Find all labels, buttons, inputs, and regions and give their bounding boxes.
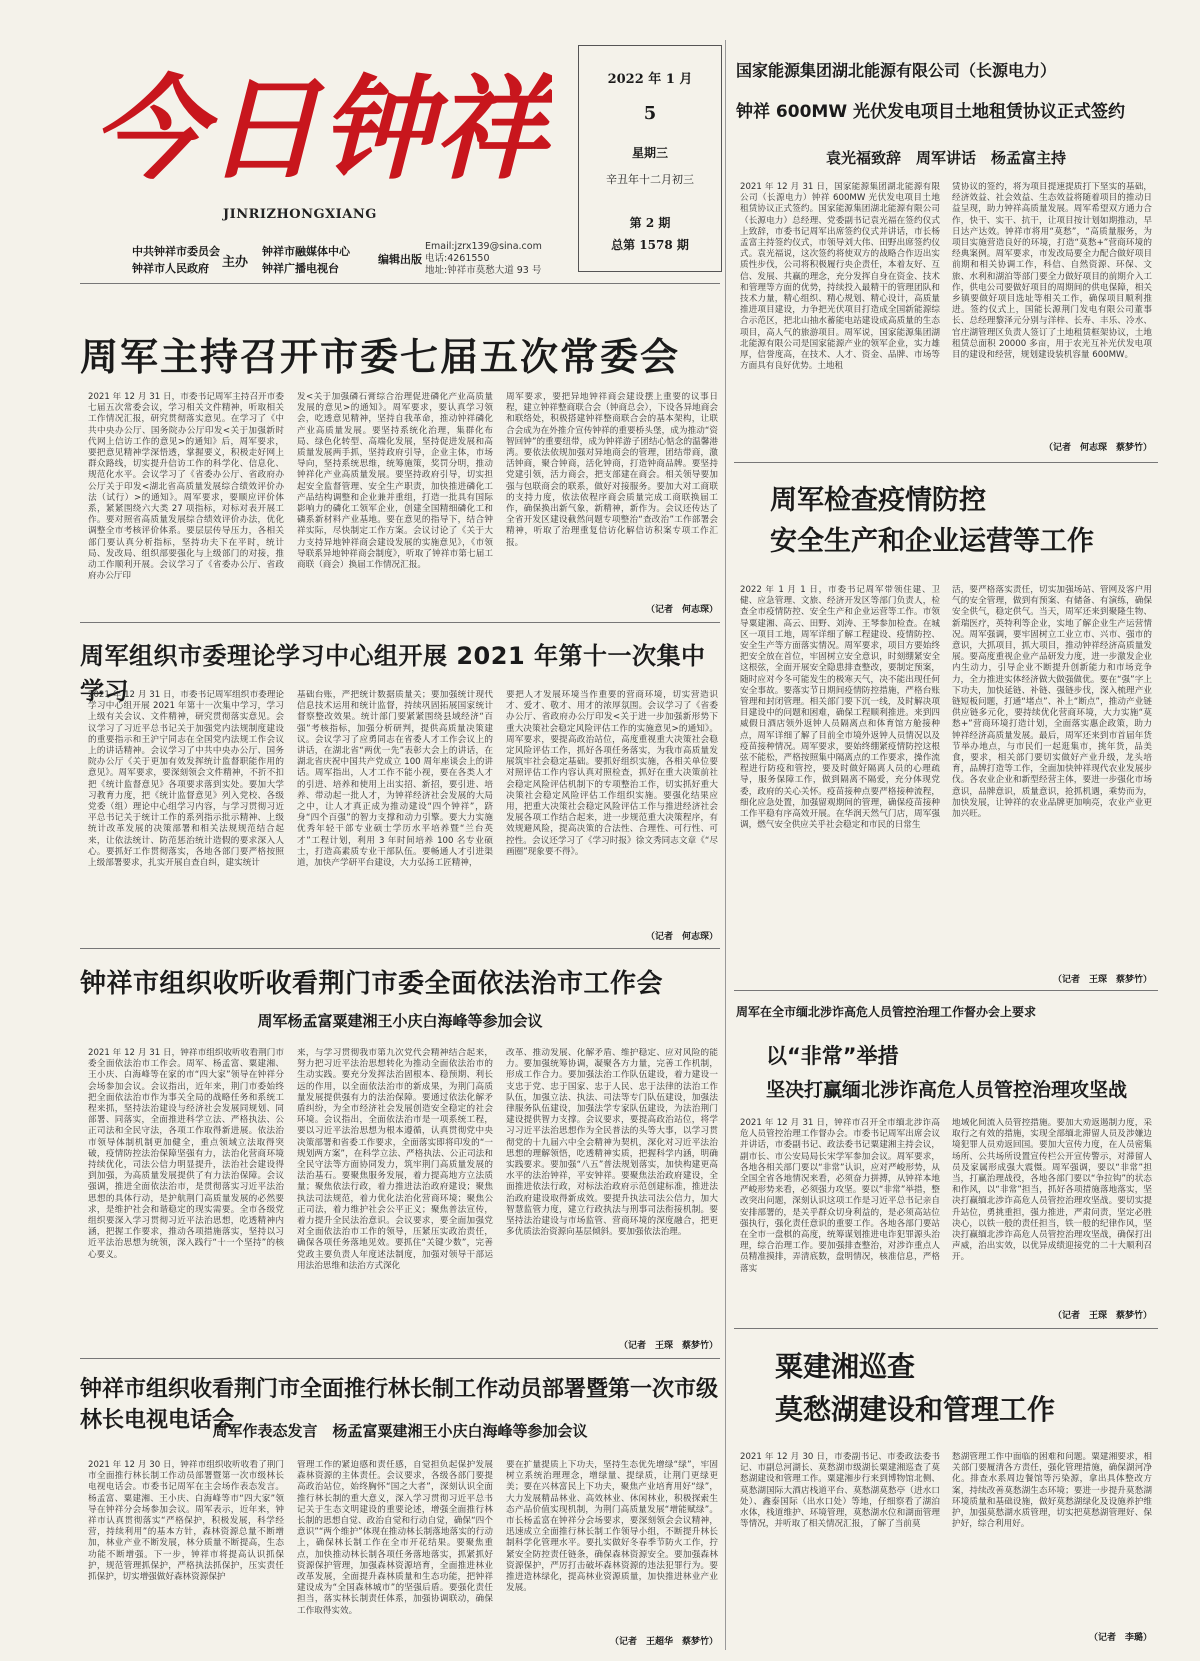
article-2-headline: 周军组织市委理论学习中心组开展 2021 年第十一次集中学习 [80, 642, 706, 705]
article-1-credit: （记者 何志琛） [645, 605, 718, 615]
issue-weekday: 星期三 [631, 146, 668, 160]
right-3-col-1: 2021 年 12 月 31 日，钟祥市召开全市缅北涉诈高危人员管控治理工作督办会。市委书记周军出席会议并讲话，市委副书记、政法委书记粟建湘主持会议，副市长、市公安局局长宋学军参加会议。周军要求，各地各相关部门要以“非常”认识，应对严峻形势，从全国全省各地情况来看，必须奋力拼搏，从钟祥本地严峻形势来看，必须强力攻坚。要以“非常”举措，整改突出问题，深刻认识这项工作是习近平总书记亲自安排部署的，是关乎群众切身利益的，是必须高站位强执行，强化责任意识的重要工作。各地各部门要站在全市一盘棋的高度，统筹谋划推进电诈犯罪源头治理，综合治理工作。要加强排查整治，对涉诈重点人员精准摸排，弄清底数，盘明情况，核准信息，严格落实 [740, 1118, 940, 1274]
issue-number: 第 2 期 [629, 216, 671, 230]
issue-year-month: 2022 年 1 月 [607, 72, 693, 87]
right-3-credit: （记者 王琛 蔡梦竹） [1052, 1311, 1152, 1321]
issue-total-number: 总第 1578 期 [611, 238, 689, 252]
right-1-col-1: 2021 年 12 月 31 日，国家能源集团湖北能源有限公司（长源电力）钟祥 600MW 光伏发电项目土地租赁协议正式签约。国家能源集团湖北能源有限公司（长源电力）总经理、党委副书记袁光福在签约仪式上致辞，市委书记周军出席签约仪式并讲话，市长杨孟富主持签约仪式，市领导刘大伟、田野出席签约仪式。袁光福说，这次签约将使双方的战略合作迈出实质性步伐，公司将积极履行央企责任，本着友好、互信、发展、共赢的理念，充分发挥自身在资金、技术和管理等方面的优势，持续投入最精干的管理团队和技术力量，精心组织、精心规划、精心设计，高质量推进项目建设，力争把光伏项目打造成全国新能源综合示范区，把北山抽水蓄能电站建设成高质量的生态项目，高人气的旅游项目。周军说，国家能源集团湖北能源有限公司是国家能源产业的领军企业，实力雄厚，信誉度高，在技术、人才、资金、品牌、市场等方面具有良好优势。土地租 [740, 182, 940, 372]
right-4-headline-line-1: 粟建湘巡查 [775, 1350, 916, 1383]
article-4-col-1: 2021 年 12 月 30 日，钟祥市组织收听收看了荆门市全面推行林长制工作动员部署暨第一次市级林长电视电话会。市委书记周军在主会场作表态发言。杨孟富、粟建湘、王小庆、白海峰等市“四大家”领导在钟祥分会场参加会议。周军表示，近年来，钟祥市认真贯彻落实“严格保护，积极发展，科学经营，持续利用”的基本方针，森林资源总量不断增加，林业产业不断发展，林分质量不断提高，生态功能不断增强。下一步，钟祥市将提高认识抓保护，规范管理抓保护，严格执法抓保护，压实责任抓保护，切实增强做好森林资源保护 [88, 1460, 284, 1583]
article-4-headline: 钟祥市组织收看荆门市全面推行林长制工作动员部署暨第一次市级林长电视电话会 [80, 1377, 719, 1433]
right-1-rule [734, 462, 1158, 463]
article-3-credit: （记者 王琛 蔡梦竹） [618, 1341, 718, 1351]
right-1-subtitle: 袁光福致辞 周军讲话 杨孟富主持 [825, 149, 1066, 167]
contact-info [425, 241, 542, 277]
masthead-logo [92, 50, 552, 190]
article-2-col-3: 要把人才发展环境当作重要的营商环境，切实营造识才、爱才、敬才、用才的浓厚氛围。会议学习了《省委办公厅、省政府办公厅印发<关于进一步加强新形势下重大决策社会稳定风险评估工作的实施意见>的通知》。周军要求，要提高政治站位，高度重视重大决策社会稳定风险评估工作，抓好各项任务落实，为我市高质量发展筑牢社会稳定基础。要抓好组织实施，各相关单位要对照评估工作内容认真对照检查，抓好在重大决策前社会稳定风险评估机制下的专项整治工作，切实抓好重大决策社会稳定风险评估工作组织实施。要强化结果应用，把重大决策社会稳定风险评估工作与推进经济社会发展各项工作结合起来，进一步规范重大决策程序，有效规避风险，提高决策的合法性、合理性、可行性、可控性。会议还学习了《学习时报》徐文秀同志文章《“尽画圈”现象要不得》。 [506, 690, 718, 857]
right-1-headline-line-1: 国家能源集团湖北能源有限公司（长源电力） [736, 61, 1057, 80]
right-3-col-2: 地域化间流入员管控措施。要加大劝返遏制力度，采取行之有效的措施，实现全部缅北滞留人员及涉嫌边境犯罪人员劝返回国。要加大宣传力度，在人员密集场所、公共场所设置宣传栏公开宣传警示，对滞留人员及家属形成强大震慑。周军强调，要以“非常”担当，打赢治理战役，各地各部门要以“争拉钩”的状态和作风，以“非常”担当，抓好各项措施落地落实，坚决打赢缅北涉诈高危人员管控治理攻坚战。要切实提升站位，勇挑重担，强力推进，严肃问责，坚定必胜决心，以铁一般的责任担当，铁一般的纪律作风，坚决打赢缅北涉诈高危人员管控治理攻坚战，确保打出声威，治出实效，以优异成绩迎接党的二十大顺利召开。 [952, 1118, 1152, 1263]
article-1-headline: 周军主持召开市委七届五次常委会 [80, 335, 681, 379]
issue-info-box [578, 45, 722, 272]
right-4-col-1: 2021 年 12 月 30 日，市委副书记、市委政法委书记、市副总河湖长、莫愁湖市级湖长粟建湘巡查了莫愁湖建设和管理工作。粟建湘步行来到博物馆北侧、莫愁湖国际大酒店栈道平台、莫愁湖莫愁亭（进水口处）、鑫泰国际（出水口处）等地，仔细察看了湖泊水体，栈道维护、环境管理，莫愁湖水位和湖面管理等情况，并听取了相关情况汇报，了解了当前莫 [740, 1452, 940, 1530]
right-2-credit: （记者 王琛 蔡梦竹） [1052, 975, 1152, 985]
column-divider [725, 40, 726, 1650]
right-1-col-2: 赁协议的签约，将为项目提速提质打下坚实的基础，经济效益、社会效益、生态效益将随着项目的推动日益呈现，助力钟祥高质量发展。周军希望双方通力合作，快干、实干、抗干，让项目按计划如期推动，早日达产达效。钟祥市将用“莫愁”，“高质量服务，为项目实施营造良好的环境，打造“莫愁+”营商环境的经典案例。周军要求，市发改局要全力配合做好项目前期和相关协调工作，科信、自然资源、环保、文旅、水利和湖泊等部门要全力做好项目的前期介入工作，供电公司要做好项目的周期间的供电保障，相关乡镇要做好项目选址等相关工作，确保项目顺利推进。签约仪式上，国能长源荆门发电有限公司董事长、总经理黎泽元分别与洋梓、长寿、丰乐、冷水、官庄湖管理区负责人签订了土地租赁框架协议，土地租赁总面积 20000 多亩，用于农光互补光伏发电项目的建设和经营，规划建设装机容量 600MW。 [952, 182, 1152, 361]
right-1-credit: （记者 何志琛 蔡梦竹） [1043, 443, 1152, 453]
right-4-headline-line-2: 莫愁湖建设和管理工作 [775, 1393, 1056, 1426]
right-1-headline-line-2: 钟祥 600MW 光伏发电项目土地租赁协议正式签约 [736, 102, 1125, 122]
right-3-headline-line-1: 以“非常”举措 [766, 1044, 899, 1068]
article-2-rule [80, 948, 720, 949]
article-1-col-2: 发<关于加强磷石膏综合治理促进磷化产业高质量发展的意见>的通知》。周军要求，要认真学习领会，吃透意见精神，坚持自我革命，推动钟祥磷化产业高质量发展。要坚持系统化治理，集群化布局、绿色化转型、高端化发展，坚持促进发展和高质量发展两手抓，坚持政府引导，企业主体，市场导向，坚持系统思维，统筹施策，奖罚分明，推动钟祥化产业高质量发展。要坚持政府引导，切实担起安全监督管理、安全生产职责，加快推进磷化工产品结构调整和企业兼并重组，打造一批具有国际影响力的磷化工领军企业，创建全国精细磷化工和磷系新材料产业基地。要在意见的指导下，结合钟祥实际，尽快制定工作方案。会议讨论了《关于大力支持异地钟祥商会建设发展的实施意见》，《市领导联系异地钟祥商会制度》，听取了钟祥市第七届工商联（商会）换届工作情况汇报。 [297, 392, 493, 571]
article-2-credit: （记者 何志琛） [645, 932, 718, 942]
contact-email: Email:jzrx139@sina.com [425, 241, 542, 252]
article-4-credit: （记者 王超华 蔡梦竹） [609, 1637, 718, 1647]
issue-lunar: 辛丑年十二月初三 [606, 173, 694, 186]
article-3-headline: 钟祥市组织收听收看荆门市委全面依法治市工作会 [80, 969, 664, 999]
sponsor-group-1 [132, 243, 220, 277]
article-3-col-1: 2021 年 12 月 31 日，钟祥市组织收听收看荆门市委全面依法治市工作会。周军、杨孟富、粟建湘、王小庆、白海峰等在家的市“四大家”领导在钟祥分会场参加会议。会议指出，近年来，荆门市委始终把全面依法治市作为事关全局的战略任务和系统工程来抓，坚持法治建设与经济社会发展同规划、同部署、同落实，全面推进科学立法、严格执法、公正司法和全民守法，各项工作取得新进展。依法治市领导体制机制更加健全，重点领域立法取得突破，疫情防控法治保障坚强有力，法治化营商环境持续优化，司法公信力明显提升，法治社会建设得到加强，为高质量发展提供了有力法治保障。会议强调，推进全面依法治市，是贯彻落实习近平法治思想的具体行动，是护航荆门高质量发展的必然要求，是维护社会和谐稳定的现实需要。全市各级党组织要深入学习贯彻习近平法治思想，吃透精神内涵，把握工作要求，推动各项措施落实，坚持以习近平法治思想为统领，深入践行“十一个坚持”的核心要义。 [88, 1048, 284, 1260]
article-3-col-3: 改革、推动发展、化解矛盾、维护稳定、应对风险的能力。要加强统筹协调，凝聚各方力量，完善工作机制，形成工作合力。要加强法治工作队伍建设，着力建设一支忠于党、忠于国家、忠于人民、忠于法律的法治工作队伍，加强立法、执法、司法等专门队伍建设，加强法律服务队伍建设，加强法学专家队伍建设，为法治荆门建设提供智力支撑。会议要求，要提高政治站位，将学习习近平法治思想作为全民普法的头等大事，以学习贯彻党的十九届六中全会精神为契机，深化对习近平法治思想的理解领悟，吃透精神实质，把握科学内涵，明确实践要求。要加强“八五”普法规划落实，加快构建更高水平的法治钟祥，平安钟祥。要聚焦法治政府建设，全面推进依法行政，对标法治政府示范创建标准，推进法治政府建设取得新成效。要提升执法司法公信力，加大智慧监管力度，建立行政执法与刑事司法衔接机制。要坚持法治建设与市场监管、营商环境的深度融合，把更多优质法治资源向基层倾斜。要加强依法治理。 [506, 1048, 718, 1238]
sponsor-1-line-1: 中共钟祥市委员会 [132, 245, 220, 258]
article-2-col-2: 基础台账，严把统计数据质量关；要加强统计现代信息技术运用和统计监督，持续巩固拓展国家统计督察整改效果。统计部门要紧紧围绕县域经济“百强”考核指标，加强分析研判，提供高质量决策建议。会议学习了应勇同志在省委人才工作会议上的讲话，在湖北省“两优一先”表彰大会上的讲话，在湖北省庆祝中国共产党成立 100 周年座谈会上的讲话。周军指出，人才工作不能小视，要在各类人才的引进、培养和使用上出实招、新招，要引进、培养、带动起一批人才，为钟祥经济社会发展的大局之中，让人才真正成为推动建设“四个钟祥”，跻身“四个百强”的智力支撑和动力引擎。要大力实施优秀年轻干部专业硕士学历水平培养暨“兰台英才”工程计划，利用 3 年时间培养 100 名专业硕士，打造高素质专业干部队伍。要畅通人才引进渠道，加快产学研平台建设，大力弘扬工匠精神， [297, 690, 493, 869]
zhuban-label: 主办 [222, 255, 249, 270]
article-3-rule [80, 1358, 720, 1359]
contact-address: 地址:钟祥市莫愁大道 93 号 [425, 265, 542, 276]
sponsor-1-line-2: 钟祥市人民政府 [132, 262, 209, 275]
right-4-credit: （记者 李璐） [1088, 1633, 1152, 1643]
article-1-rule [80, 622, 720, 623]
right-2-col-1: 2022 年 1 月 1 日，市委书记周军带领住建、卫健、应急管理、文旅、经济开发区等部门负责人，检查全市疫情防控、安全生产和企业运营等工作。市领导粟建湘、高云、田野、刘涛、王琴参加检查。在城区一项目工地，周军详细了解工程建设、疫情防控、安全生产等方面落实情况。周军要求，项目方要始终把安全放在首位，牢固树立安全意识，时刻绷紧安全这根弦，全面开展安全隐患排查整改，要制定预案，随时应对今冬可能发生的极寒天气，决不能出现任何安全事故。要落实节日期间疫情防控措施，严格台账管理和封闭管理。相关部门要下沉一线，及时解决项目建设中的问题和困难，确保工程顺利推进。来到四威假日酒店领外返钟人员隔离点和体育馆方舱接种点，周军详细了解了目前全市境外返钟人员情况以及疫苗接种情况。周军要求，要始终绷紧疫情防控这根弦不能松，严格按照集中隔离点的工作要求，操作流程进行防疫和管控，要及时做好隔离人员的心理疏导，服务保障工作，做到隔离不隔爱，充分体现党委，政府的关心关怀。疫苗接种点要严格接种流程，细化应急处置，加强留观期间的管理，确保疫苗接种工作平稳有序高效开展。在华润天然气门店，周军强调，燃气安全供应关乎社会稳定和市民的日常生 [740, 585, 940, 831]
right-4-col-2: 愁湖管理工作中面临的困难和问题。粟建湘要求，相关部门要履清各方责任，强化管理措施，确保湖河净化。排查水系周边餐馆等污染源，拿出具体整改方案，持续改善莫愁湖生态环境；要进一步提升莫愁湖环境质量和基础设施，做好莫愁湖绿化及设施养护维护，加强莫愁湖水质管理，切实把莫愁湖管理好、保护好，综合利用好。 [952, 1452, 1152, 1530]
right-3-kicker: 周军在全市缅北涉诈高危人员管控治理工作督办会上要求 [736, 1005, 1037, 1019]
issue-day: 5 [643, 103, 657, 124]
article-1-col-3: 周军要求，要把异地钟祥商会建设摆上重要的议事日程，建立钟祥整商联合会（钟商总会），下设各异地商会和联络处，积极搭建钟祥整商联合会的基本架构，让联合会成为在外推介宣传钟祥的重要桥头堡，成为推动“资智回钟”的重要纽带，成为钟祥游子团结心惦念的温馨港湾。要依法依规加强对异地商会的管理，团结带商，激活钟商，聚合钟商，活化钟商，打造钟商品牌。要坚持党建引领，活力商会，把支部建在商会。相关领导要加强与包联商会的联系，做好对接服务。要加大对工商联的支持力度，依法依程序商会质量完成工商联换届工作，确保换出新气象，新精神，新作为。会议还传达了全省开发区建设截然问题专项整治“查改治”工作部署会精神，听取了治理重复信访化解信访积案专项工作汇报。 [506, 392, 718, 548]
right-3-headline-line-2: 坚决打赢缅北涉诈高危人员管控治理攻坚战 [766, 1079, 1128, 1101]
article-4-subtitle: 周军作表态发言 杨孟富粟建湘王小庆白海峰等参加会议 [212, 1422, 588, 1440]
article-4-col-2: 管理工作的紧迫感和责任感，自觉担负起保护发展森林资源的主体责任。会议要求，各级各部门要提高政治站位，始终胸怀“国之大者”，深刻认识全面推行林长制的重大意义，深入学习贯彻习近平总书记关于生态文明建设的重要论述，增强全面推行林长制的思想自觉、政治自觉和行动自觉，确保“四个意识”“两个维护”体现在推动林长制落地落实的行动上，确保林长制工作在全市开花结果。要聚焦重点，加快推动林长制各项任务落地落实，抓紧抓好资源保护管理，加强森林资源培育，全面推进林业改革发展，全面提升森林质量和生态功能，把钟祥建设成为“全国森林城市”的坚强后盾。要强化责任担当，落实林长制责任体系，加强协调联动，确保工作取得实效。 [297, 1460, 493, 1616]
article-3-col-2: 来，与学习贯彻我市第九次党代会精神结合起来，努力把习近平法治思想转化为推动全面依法治市的生动实践。要充分发挥法治固根本、稳预期、利长远的作用，以全面依法治市的新成果，为荆门高质量发展提供强有力的法治保障。要通过依法化解矛盾纠纷，为全市经济社会发展创造安全稳定的社会环境。会议指出，全面依法治市是一项系统工程，要以习近平法治思想为根本遵循，认真贯彻党中央决策部署和省委工作要求，全面落实即将印发的“一规划两方案”，在科学立法、严格执法、公正司法和全民守法等方面协同发力，筑牢荆门高质量发展的法治基石。要聚焦服务发展，着力提高地方立法质量；聚焦依法行政，着力推进法治政府建设；聚焦执法司法规范，着力优化法治化营商环境；聚焦公正司法，着力维护社会公平正义；聚焦普法宣传，着力提升全民法治意识。会议要求，要全面加强党对全面依法治市工作的领导，压紧压实政治责任，确保各项任务落地见效。要抓住“关键少数”，完善党政主要负责人年度述法制度，加强对领导干部运用法治思维和法治方式深化 [297, 1048, 493, 1271]
contact-phone: 电话:4261550 [425, 253, 490, 264]
right-2-headline-line-2: 安全生产和企业运营等工作 [770, 526, 1094, 557]
article-4-col-3: 要在扩量提质上下功夫，坚持生态优先增绿“绿”，牢固树立系统治理理念，增绿量、提绿质，让荆门更绿更美；要在兴林富民上下功夫，聚焦产业培育用好“绿”，大力发展精品林业、高效林业、休闲林业，积极探索生态产品价值实现机制，为荆门高质量发展“增能赋绿”。市长杨孟富在钟祥分会场要求，要深刻领会会议精神，迅速成立全面推行林长制工作领导小组，不断提升林长制科学化管理水平。要扎实做好冬春季节防火工作，拧紧安全防控责任链条，确保森林资源安全。要加强森林资源保护，严厉打击破坏森林资源的违法犯罪行为。要推进造林绿化，提高林业资源质量，加快推进林业产业发展。 [506, 1460, 718, 1594]
chuban-label: 编辑出版 [378, 253, 422, 266]
sponsor-2-line-2: 钟祥广播电视台 [262, 262, 339, 275]
masthead-pinyin: JINRIZHONGXIANG [223, 207, 377, 222]
article-1-col-1: 2021 年 12 月 31 日，市委书记周军主持召开市委七届五次常委会议，学习相关文件精神，听取相关工作情况汇报，研究贯彻落实意见。在学习了《中共中央办公厅、国务院办公厅印发<关于加强新时代网上信访工作的意见>的通知》后，周军要求，要把意见精神学深悟透，掌握要义，积极走好网上群众路线，切实提升信访工作的科学化、信息化、规范化水平。会议学习了《省委办公厅、省政府办公厅关于印发<湖北省高质量发展综合绩效评价办法（试行）>的通知》。周军要求，要顺应评价体系，紧紧围绕六大类 27 项指标，对标对表开展工作。要对照省高质量发展综合绩效评价办法，优化调整全市考核评价体系。要层层传导压力，各相关部门要认真分析指标，坚持功夫下在平时，统计局、发改局、组织部要强化与上级部门的对接，推动工作顺利开展。会议学习了《省委办公厅、省政府办公厅印 [88, 392, 284, 582]
right-2-rule [734, 990, 1158, 991]
right-3-rule [734, 1328, 1158, 1329]
article-3-subtitle: 周军杨孟富粟建湘王小庆白海峰等参加会议 [257, 1012, 543, 1030]
sponsor-2-line-1: 钟祥市融媒体中心 [262, 245, 350, 258]
article-2-col-1: 2021 年 12 月 31 日，市委书记周军组织市委理论学习中心组开展 2021 年第十一次集中学习，学习上级有关会议、文件精神，研究贯彻落实意见。会议学习了习近平总书记关于加强党内法规制度建设的重要指示和王沪宁同志在全国党内法规工作会议上的讲话精神。会议学习了中共中央办公厅、国务院办公厅《关于更加有效发挥统计监督职能作用的意见》。周军要求，要深刻领会文件精神，不折不扣把《统计监督意见》各项要求落到实处。要加大学习教育力度，把《统计监督意见》列入党校、各级党委（组）理论中心组学习内容，与学习贯彻习近平总书记关于统计工作的系列指示批示精神、上级统计改革发展的决策部署和相关法规规范结合起来，让依法统计、防范惩治统计造假的要求深入人心。要抓好工作贯彻落实，各地各部门要严格按照上级部署要求，扎实开展自查自纠，建实统计 [88, 690, 284, 869]
masthead-logo-text: 今日钟祥 [92, 64, 552, 190]
sponsor-group-2 [262, 243, 350, 277]
masthead-rule [80, 283, 720, 284]
right-2-col-2: 活，要严格落实责任，切实加强场站、管网及客户用气的安全管理，做到有预案、有储备、有演练，确保安全供气，稳定供气。当天，周军还来到聚隆生物、新瑞医疗，英特利等企业，实地了解企业生产运营情况。周军强调，要牢固树立工业立市、兴市、强市的意识，大抓项目，抓大项目，推动钟祥经济高质量发展。要高度重视企业产品研发力度，进一步激发企业内生动力，引导企业不断提升创新能力和市场竞争力，全力推进实体经济做大做强做优。要在“强”字上下功夫，加快延链、补链、强链步伐，深入梳理产业链短板问题，打通“堵点”、补上“断点”，推动产业链供应链多元化，要持续优化营商环境，大力实施“莫愁+”营商环境打造计划，全面落实惠企政策，助力钟祥经济高质量发展。最后，周军还来到市首届年货节举办地点，与市民们一起逛集市，挑年货，品美食，要求，相关部门要切实做好产业升级，龙头培育，品牌打造等工作，全面加快钟祥现代农业发展步伐。各农业企业和新型经营主体，要进一步强化市场意识，品牌意识，质量意识，抢抓机遇，乘势而为，加快发展，让钟祥的农业品牌更加响亮，农业产业更加兴旺。 [952, 585, 1152, 820]
right-2-headline-line-1: 周军检查疫情防控 [770, 485, 986, 516]
